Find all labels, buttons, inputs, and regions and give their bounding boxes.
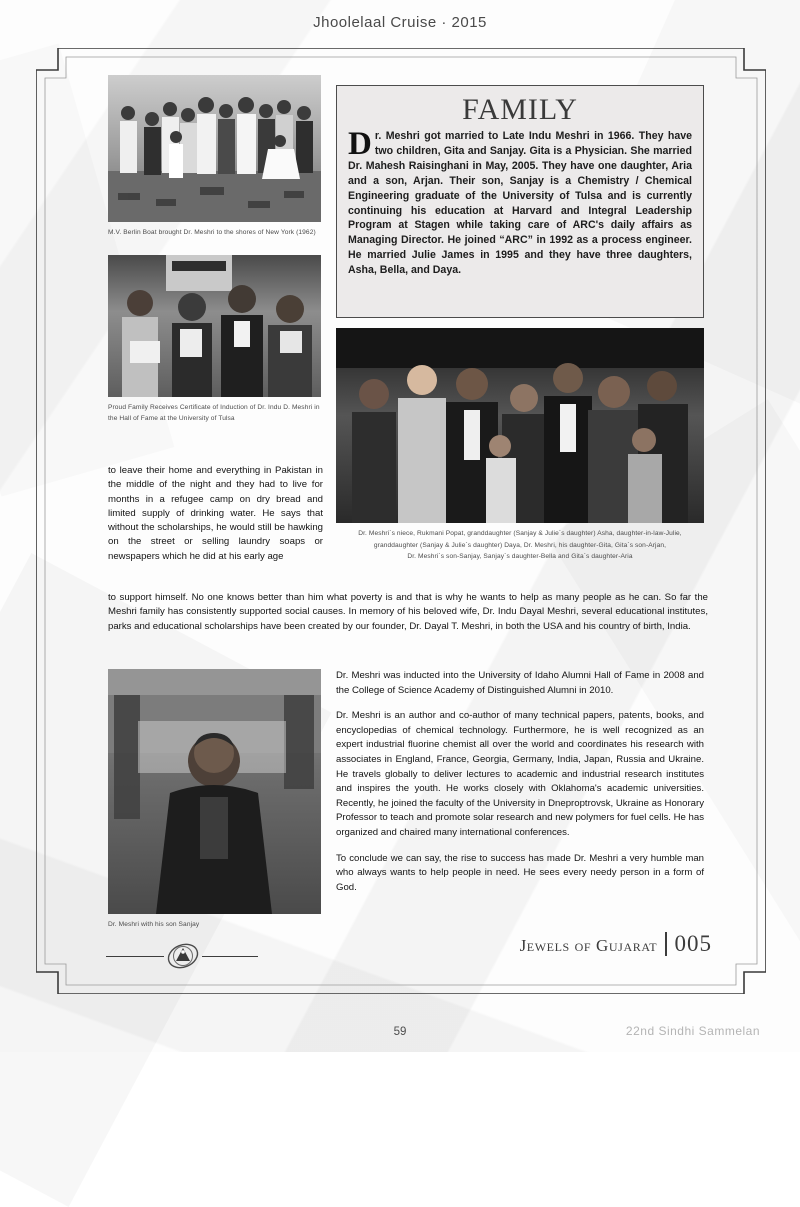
jewels-emblem-icon [166,941,200,971]
photo-illustration [108,669,321,914]
meshri-with-son-photo [108,669,321,914]
event-footer: 22nd Sindhi Sammelan [625,1024,760,1038]
right-column-paragraph-3: To conclude we can say, the rise to success has made Dr. Meshri a very humble man who always wants to help people in need. He sees every needy person in a form of God. [336,852,704,893]
photo-illustration [336,328,704,523]
right-column-paragraph-2: Dr. Meshri is an author and co-author of many technical papers, patents, books, and encyclopedias of chemical technology. Furthermore, he is well recognized as an expert industrial fluorine chemist all over the world and coordinates his research with associates in England, France, Georgia, Germany, India, Japan, Russia and Ukraine. He travels globally to deliver lectures to academic and industrial research institutes and inspires the youth. He works closely with Oklahoma's academic universities. Recently, he joined the faculty of the University in Dneproptrovsk, Ukraine as Honorary Professor to teach and promote solar research and new polymers for fuel cells. He has organized and chaired many international conferences. [336,710,704,838]
right-column-paragraph-1: Dr. Meshri was inducted into the University of Idaho Alumni Hall of Fame in 2008 and the College of Science Academy of Distinguished Alumni in 2010. [336,670,704,696]
photo-illustration [108,255,321,397]
family-panel-title: FAMILY [462,93,578,126]
hall-of-fame-caption: Proud Family Receives Certificate of Induction of Dr. Indu D. Meshri in the Hall of Fame at the University of Tulsa [108,404,320,422]
right-column-text [336,669,704,895]
family-panel-body [348,126,692,278]
photo-illustration [108,75,321,222]
family-dropcap: D [348,126,372,162]
family-group-caption-line-2: granddaughter (Sanjay & Julie`s daughter) Daya, Dr. Meshri, his daughter-Gita, Gita`s son-Arjan, [373,541,667,549]
full-width-text [108,591,708,634]
publication-divider [665,932,666,956]
berlin-boat-caption: M.V. Berlin Boat brought Dr. Meshri to the shores of New York (1962) [108,229,316,236]
publication-footer [520,932,712,956]
hall-of-fame-photo [108,255,321,397]
publication-name: Jewels of Gujarat [519,936,658,955]
family-group-caption-line-1: Dr. Meshri`s niece, Rukmani Popat, granddaughter (Sanjay & Julie`s daughter) Asha, daughter-in-law-Julie, [358,530,682,537]
family-body-text: r. Meshri got married to Late Indu Meshri in 1966. They have two children, Gita and Sanjay. Gita is a Physician. She married Dr. Mahesh Raisinghani in May, 2005. They have one daughter, Aria and a son, Arjan. Their son, Sanjay is a Chemistry / Chemical Engineering graduate of the University of Tulsa and is currently continuing his education at Harvard and Integral Leadership Program at Stagen while taking care of ARC's daily affairs as Managing Director. He joined “ARC” in 1992 as a process engineer. He married Julie James in 1995 and they have three daughters, Asha, Bella, and Daya. [348,130,692,277]
family-group-photo [336,328,704,523]
page-number: 59 [393,1026,407,1038]
berlin-boat-photo [108,75,321,222]
left-column-text [108,464,323,564]
emblem-glyph [166,941,200,971]
meshri-with-son-caption: Dr. Meshri with his son Sanjay [108,921,200,928]
full-width-paragraph: to support himself. No one knows better than him what poverty is and that is why he wants to help as many people as he can. So far the Meshri family has consistently supported social causes. In memory of his beloved wife, Dr. Indu Dayal Meshri, several educational institutes, parks and educational scholarships have been created by our founder, Dr. Dayal T. Meshri, in both the USA and his country of birth, India. [108,592,708,632]
running-header: Jhoolelaal Cruise · 2015 [313,14,487,31]
article-content [108,72,712,956]
family-panel [336,85,704,318]
family-group-caption [336,528,704,563]
family-group-caption-line-3: Dr. Meshri`s son-Sanjay, Sanjay`s daughter-Bella and Gita`s daughter-Aria [407,553,633,560]
publication-section-number: 005 [674,931,712,956]
footer-rule-right [202,956,258,957]
footer-rule-left [106,956,164,957]
left-column-paragraph: to leave their home and everything in Pakistan in the middle of the night and they had to live for months in a refugee camp on dry bread and limited supply of drinking water. He says that without the scholarships, he would still be hawking on the street or selling laundry soaps or newspapers which he did at his early age [108,465,323,562]
